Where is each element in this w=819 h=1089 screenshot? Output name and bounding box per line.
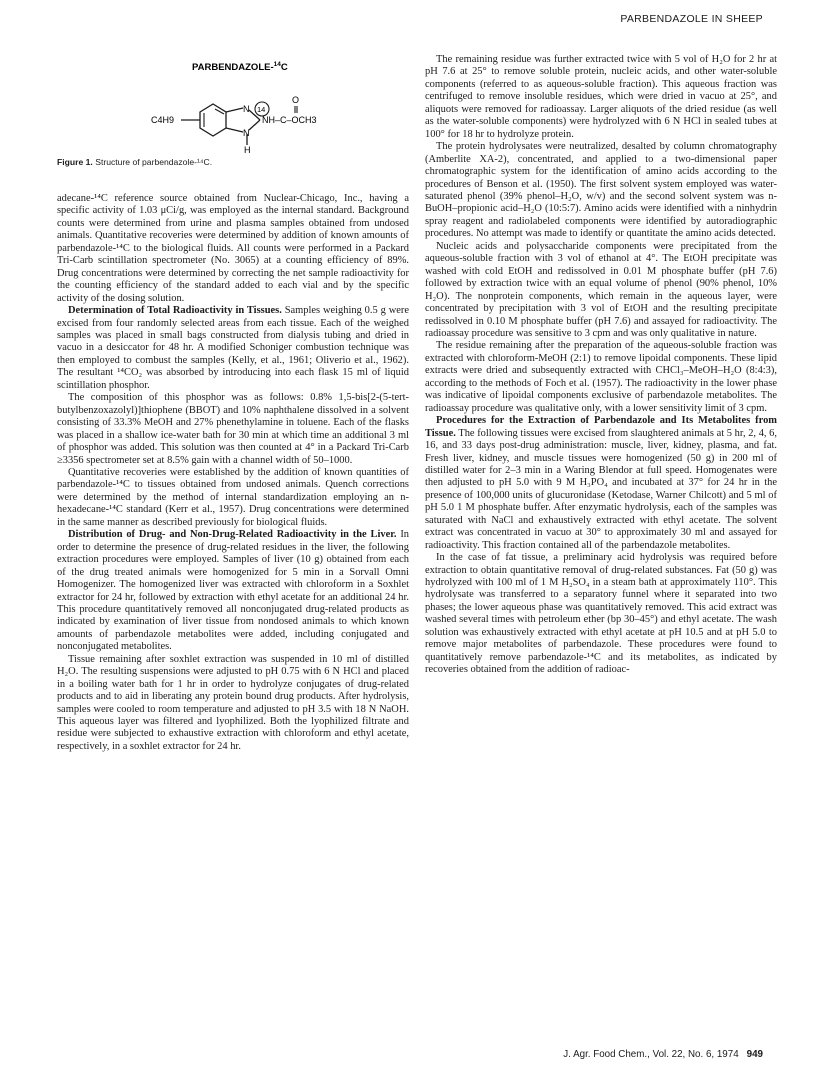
heading-distribution: Distribution of Drug- and Non-Drug-Related Radioactivity in the Liver. xyxy=(68,529,397,541)
c14-label: 14 xyxy=(257,105,266,114)
butyl-group: C4H9 xyxy=(151,115,175,125)
carbamate-group: NH–C–OCH3 xyxy=(262,115,317,125)
left-paragraph-4: Quantitative recoveries were established by the addition of known quantities of parbendazole-¹⁴C to tissues obtained from undosed animals. Quench corrections were determined by the method of internal standardization employing an n-hexadecane-¹⁴C standard (Kerr et al., 1957). Drug concentrations were determined in the same manner as described previously for biological fluids. xyxy=(57,466,409,528)
parbendazole-structure xyxy=(57,52,409,160)
bond-c-n1 xyxy=(226,108,243,112)
right-paragraph-5: Procedures for the Extraction of Parbendazole and Its Metabolites from Tissue. The following tissues were excised from slaughtered animals at 5 hr, 2, 4, 6, 16, and 33 days post-drug administration: muscle, liver, kidney, plasma, and fat. Fresh liver, kidney, and muscle tissues were homogenized (50 g) in 200 ml of distilled water for 2–3 min in a Waring Blendor at full speed. Homogenates were then adjusted to pH 5.0 with 9 M H₃PO₄ and incubated at 37° for 24 hr in the presence of 100,000 units of glucuronidase (Ketodase, Warner Chilcott) and 5 ml of pH 5.0 1 M phosphate buffer. After enzymatic hydrolysis, each of the samples was saturated with NaCl and exhaustively extracted with ethyl acetate. The solvent extract was concentrated in vacuo at 30° to approximately 30 ml and assayed for radioactivity. This fraction contained all of the parbendazole metabolites. xyxy=(425,415,777,551)
left-paragraph-5: Distribution of Drug- and Non-Drug-Related Radioactivity in the Liver. In order to determine the presence of drug-related residues in the liver, the following extraction procedures were employed. Samples of liver (10 g) obtained from each of the drug treated animals were homogenized for 5 min in a Sorvall Omni Homogenizer. The homogenized liver was extracted with chloroform in a Soxhlet extractor for 24 hr, followed by extraction with ethyl acetate for an additional 24 hr. This procedure quantitatively removed all nonconjugated drug-related products as indicated by examination of liver tissue from nondosed animals to which known amounts of parbendazole metabolites were added, including conjugated and nonconjugated metabolites. xyxy=(57,529,410,653)
figure-caption: Figure 1. Structure of parbendazole-¹⁴C. xyxy=(57,157,213,167)
nh-hydrogen: H xyxy=(244,145,251,155)
page-number: 949 xyxy=(746,1049,763,1060)
carbonyl-oxygen: O xyxy=(292,95,300,105)
right-column xyxy=(425,54,777,677)
right-paragraph-1: The remaining residue was further extracted twice with 5 vol of H₂O for 2 hr at pH 7.6 at 25° to remove soluble protein, nucleic acids, and other water-soluble components (referred to as aqueous-soluble fraction). This aqueous fraction was centrifuged to remove insoluble residues, which were dried in vacuo at 25°, and aliquots were removed for radioassay. Larger aliquots of the dried residue (as well as the water-soluble components) were hydrolyzed with 6 N HCl in sealed tubes at 100° for 18 hr to hydrolyze protein. xyxy=(425,54,777,140)
bond-n3-c2 xyxy=(249,120,260,130)
right-paragraph-4: The residue remaining after the preparation of the aqueous-soluble fraction was extracted with chloroform-MeOH (2:1) to remove lipoidal components. These lipid extracts were dried and subsequently extracted with CHCl₃–MeOH–H₂O (8:4:3), according to the methods of Foch et al. (1957). The radioactivity in the lower phase was indicative of lipoidal components exclusive of parbendazole metabolites. The radioassay procedure was qualitative only, with a lower sensitivity limit of 3 cpm. xyxy=(425,340,777,414)
heading-total-radioactivity: Determination of Total Radioactivity in Tissues. xyxy=(68,305,282,317)
nitrogen-1: N xyxy=(243,104,250,114)
nitrogen-3: N xyxy=(243,128,250,138)
heading-procedures: Procedures for the Extraction of Parbendazole and Its Metabolites from Tissue. xyxy=(425,415,777,439)
running-head: PARBENDAZOLE IN SHEEP xyxy=(620,13,763,25)
right-paragraph-2: The protein hydrolysates were neutralized, desalted by column chromatography (Amberlite XA-2), concentrated, and applied to a two-dimensional paper chromatographic system for the identification of amino acids according to the procedures of Benson et al. (1950). The first solvent system employed was water-saturated phenol (39% phenol–H₂O, w/v) and the second solvent system was n-BuOH–propionic acid–H₂O (10:5:7). Amino acids were identified with a ninhydrin spray reagent and radiolabeled components were identified by autoradiographic procedures. No attempt was made to identify or quantitate the amino acids detected. xyxy=(425,141,777,240)
left-paragraph-1: adecane-¹⁴C reference source obtained from Nuclear-Chicago, Inc., having a specific activity of 1.03 μCi/g, was employed as the internal standard. Background counts were determined from urine and plasma samples obtained from undosed animals. Quantitative recoveries were determined by addition of known amounts of parbendazole-¹⁴C to the biological fluids. All counts were performed in a Packard Tri-Carb scintillation spectrometer (No. 3065) at a counting efficiency of 89%. Drug concentrations were determined by correcting the net sample radioactivity for the counting efficiency of the standard added to each vial and by the specific activity of the dosing solution. xyxy=(57,193,409,304)
right-paragraph-3: Nucleic acids and polysaccharide components were precipitated from the aqueous-soluble fraction with 3 vol of ethanol at 4°. The EtOH precipitate was washed with cold EtOH and redissolved in 0.01 M phosphate buffer (pH 7.6) followed by extraction twice with an equal volume of phenol (90% phenol, 10% H₂O). The nonprotein components, which remain in the aqueous layer, were concentrated by precipitation with 3 vol of EtOH and the resulting precipitate redissolved in 0.10 M phosphate buffer (pH 7.6) and assayed for radioactivity. The radioassay procedure was sensitive to 3 cpm and was only qualitative in nature. xyxy=(425,240,777,339)
journal-citation: J. Agr. Food Chem., Vol. 22, No. 6, 1974 xyxy=(563,1049,739,1060)
left-column xyxy=(57,52,409,753)
right-paragraph-6: In the case of fat tissue, a preliminary acid hydrolysis was required before extraction to obtain quantitative removal of drug-related substances. Fat (50 g) was hydrolyzed with 100 ml of 1 M H₂SO₄ in a steam bath at approximately 110°. This hydrolysate was transferred to a separatory funnel where it separated into two phases; the lower aqueous phase was quantitatively removed. This acid extract was washed several times with petroleum ether (bp 30–45°) and ethyl acetate. The wash solution was exhaustively extracted with ethyl acetate at pH 10.5 and at pH 5.0 to remove major metabolites of parbendazole. These procedures were found to quantitatively remove parbendazole-¹⁴C and its metabolites, as indicated by recoveries obtained from the addition of radioac- xyxy=(425,552,777,676)
figure-1 xyxy=(57,52,409,167)
page-footer xyxy=(563,1049,763,1060)
figure-title: PARBENDAZOLE-$^{14}$C xyxy=(192,61,288,73)
bond-c-n3 xyxy=(226,128,243,132)
left-paragraph-3: The composition of this phosphor was as follows: 0.8% 1,5-bis[2-(5-tert-butylbenzoxazolyl)]thiophene (BBOT) and 10% naphthalene dissolved in a solvent consisting of 33.3% MeOH and 27% phenethylamine in toluene. Each of the flasks was placed in a shallow ice-water bath for 30 min at which time an additional 3 ml of phosphor was added. This solution was then counted at 4° in a Packard Tri-Carb ≥3356 spectrometer set at 8.5% gain with a channel width of 50–1000. xyxy=(57,392,409,466)
left-paragraph-6: Tissue remaining after soxhlet extraction was suspended in 10 ml of distilled H₂O. The resulting suspensions were adjusted to pH 0.75 with 6 N HCl and placed in a boiling water bath for 1 hr in order to hydrolyze conjugates of drug-related products and to aid in liberating any protein bound drug products. After hydrolysis, samples were cooled to room temperature and adjusted to pH 3.5 with 18 N NaOH. This aqueous layer was filtered and lyophilized. Both the lyophilized filtrate and residue were subjected to exhaustive extraction with chloroform and ethyl acetate, respectively, in a soxhlet extractor for 24 hr. xyxy=(57,653,409,752)
left-paragraph-2: Determination of Total Radioactivity in Tissues. Samples weighing 0.5 g were excised from four randomly selected areas from each tissue. Each of the weighed samples was placed in small bags constructed from dialysis tubing and dried in vacuo in a desiccator for 48 hr. A modified Schoniger combustion technique was then employed to combust the samples (Kelly, et al., 1961; Oliverio et al., 1962). The resultant ¹⁴CO₂ was absorbed by introducing into each flask 15 ml of liquid scintillation phosphor. xyxy=(57,305,409,391)
